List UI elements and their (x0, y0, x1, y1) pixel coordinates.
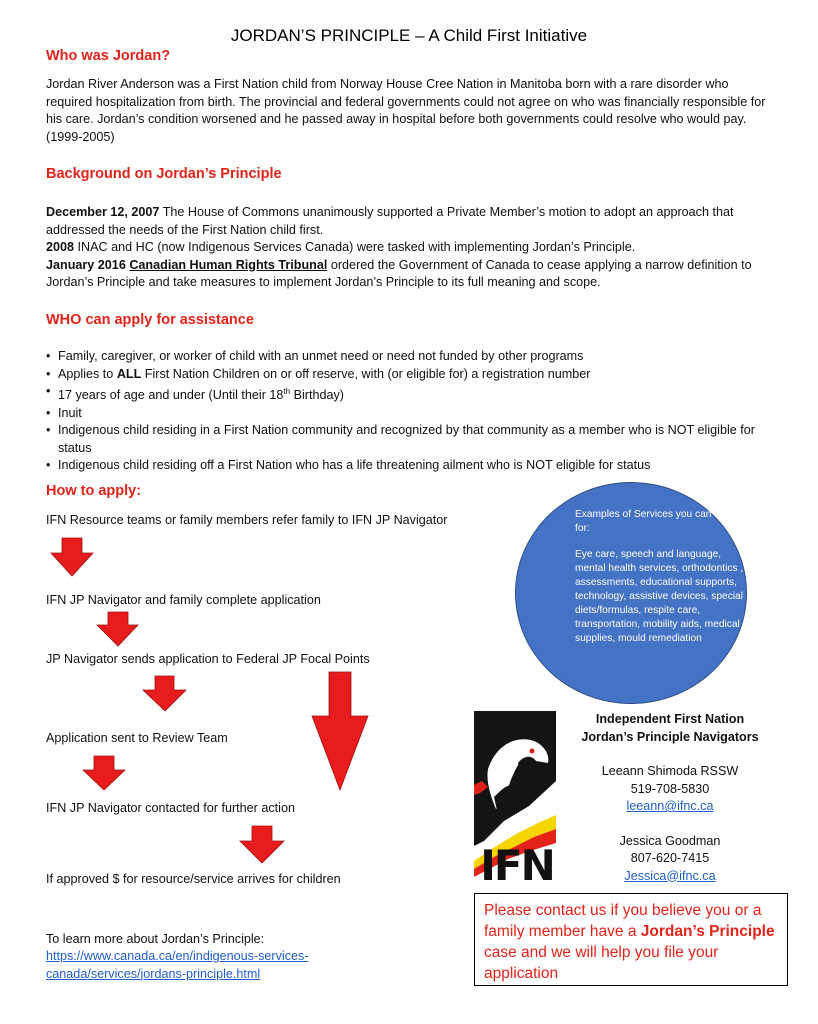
navigators-heading: Independent First Nation (595, 712, 745, 726)
link-line[interactable]: https://www.canada.ca/en/indigenous-services- (46, 949, 309, 963)
services-list: Eye care, speech and language, mental health services, orthodontics , assessments, educational supports, technology, assistive devices, special diets/formulas, respite care, transportation, mobility aids, medical supplies, mould remediation (575, 549, 744, 644)
contact-phone: 519-708-5830 (630, 781, 710, 796)
background-heading: Background on Jordan’s Principle (46, 166, 282, 182)
arrow-down-icon (143, 676, 186, 711)
arrow-down-icon (83, 756, 125, 790)
contact-box-text: Please contact us if you believe you or a family member have a (484, 902, 762, 940)
who-can-apply-heading: WHO can apply for assistance (46, 312, 254, 328)
contact-box-text: case and we will help you file your application (484, 944, 719, 982)
contact-box-emphasis: Jordan’s Principle (640, 923, 775, 940)
ifn-logo-text: IFN (480, 841, 554, 890)
list-item-text: Applies to (58, 366, 117, 381)
list-item-text: Birthday) (290, 388, 345, 403)
contact-us-box (474, 893, 788, 986)
jordans-principle-link[interactable] (46, 948, 309, 983)
list-item-emphasis: ALL (116, 366, 142, 381)
background-date: January 2016 (46, 257, 126, 272)
contact-phone: 807-620-7415 (630, 851, 710, 865)
background-text: INAC and HC (now Indigenous Services Canada) were tasked with implementing Jordan’s Principle. (74, 240, 636, 254)
arrow-down-icon (312, 672, 368, 790)
step-3: JP Navigator sends application to Federal JP Focal Points (46, 652, 370, 666)
arrow-down-icon (97, 612, 138, 646)
background-date: December 12, 2007 (46, 205, 160, 219)
who-was-jordan-body: Jordan River Anderson was a First Nation child from Norway House Cree Nation in Manitoba born with a rare disorder who required hospitalization from birth. The provincial and federal governments could not agree on who was financially responsible for his care. Jordan’s condition worsened and he passed away in hospital before both governments could resolve who would pay. (1999-2005) (46, 77, 766, 144)
contact-email-link[interactable]: Jessica@ifnc.ca (624, 868, 716, 883)
step-5: IFN JP Navigator contacted for further action (46, 801, 295, 815)
step-6: If approved $ for resource/service arrives for children (46, 872, 341, 886)
contact-email-link[interactable]: leeann@ifnc.ca (626, 799, 714, 813)
arrow-down-icon (51, 538, 93, 576)
contact-name: Jessica Goodman (619, 833, 721, 848)
tribunal-name: Canadian Human Rights Tribunal (129, 257, 328, 272)
list-item-text: First Nation Children on or off reserve, with (or eligible for) a registration number (141, 366, 591, 381)
contact-name: Leeann Shimoda RSSW (601, 764, 739, 778)
step-4: Application sent to Review Team (46, 731, 228, 745)
learn-more-label: To learn more about Jordan’s Principle: (46, 932, 265, 946)
step-1: IFN Resource teams or family members refer family to IFN JP Navigator (46, 513, 448, 527)
step-2: IFN JP Navigator and family complete application (46, 593, 321, 607)
list-item-text: 17 years of age and under (Until their 18 (58, 388, 284, 403)
list-item: • Indigenous child residing in a First Nation community and recognized by that community as a member who is NOT eligible for status (46, 422, 766, 457)
services-bubble-text (575, 508, 745, 646)
navigators-block (560, 711, 780, 885)
background-text: ordered the Government of Canada to cease applying a narrow definition to Jordan’s Principle and take measures to implement Jordan’s Principle to its full meaning and scope. (46, 257, 752, 289)
list-item: • Inuit (46, 405, 766, 423)
navigators-heading: Jordan’s Principle Navigators (581, 729, 759, 744)
page-title: JORDAN’S PRINCIPLE – A Child First Initiative (230, 26, 588, 45)
arrow-down-icon (240, 826, 284, 863)
services-heading: Examples of Services you can apply for: (575, 509, 739, 534)
superscript: th (283, 387, 291, 396)
who-was-jordan-heading: Who was Jordan? (46, 48, 171, 64)
list-item: • Family, caregiver, or worker of child with an unmet need or need not funded by other programs (46, 348, 766, 366)
list-item: • Indigenous child residing off a First Nation who has a life threatening ailment who is NOT eligible for status (46, 457, 766, 475)
how-to-apply-heading: How to apply: (46, 483, 142, 499)
background-text: The House of Commons unanimously supported a Private Member’s motion to adopt an approach that addressed the needs of the First Nation child first. (46, 205, 734, 237)
background-date: 2008 (46, 240, 75, 254)
link-line[interactable]: canada/services/jordans-principle.html (46, 966, 261, 981)
